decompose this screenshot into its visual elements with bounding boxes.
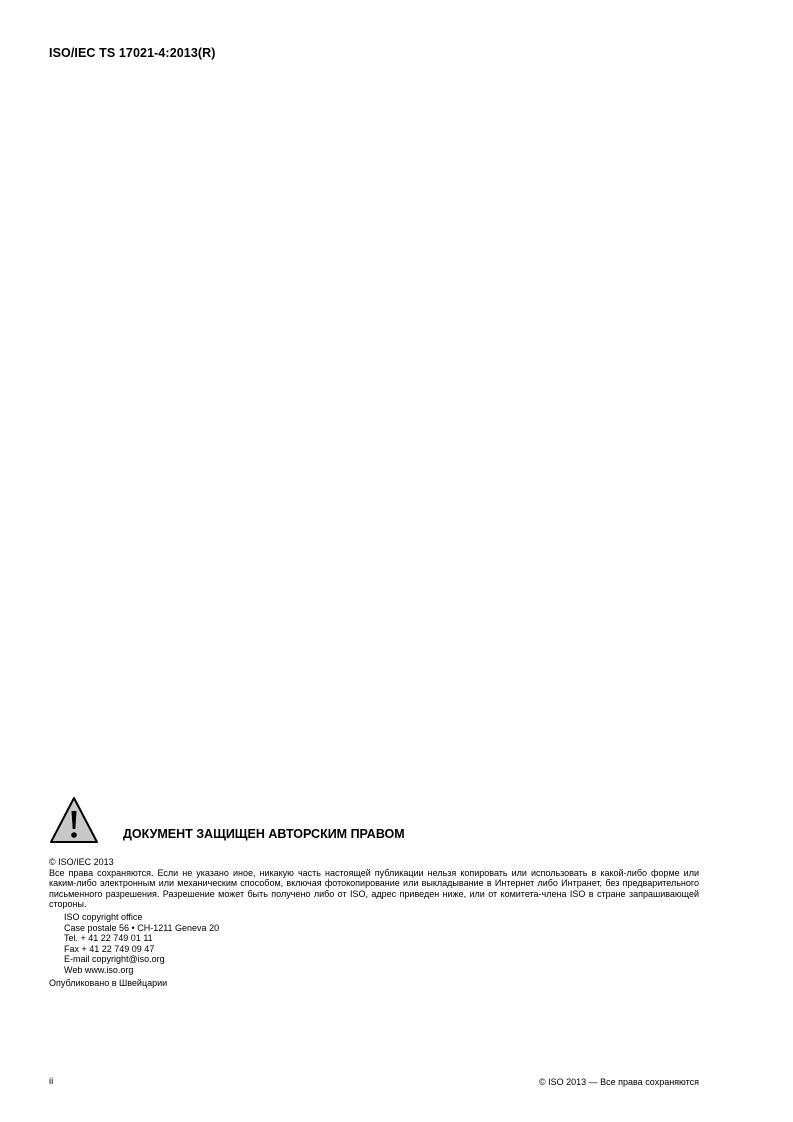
published-in: Опубликовано в Швейцарии: [49, 977, 168, 988]
address-block: [64, 912, 699, 976]
copyright-title: ДОКУМЕНТ ЗАЩИЩЕН АВТОРСКИМ ПРАВОМ: [123, 827, 405, 841]
copyright-notice: [49, 796, 699, 988]
address-line: Case postale 56 • CH-1211 Geneva 20: [64, 922, 220, 933]
email-line: E-mail copyright@iso.org: [64, 954, 165, 965]
document-id: ISO/IEC TS 17021-4:2013(R): [49, 46, 216, 60]
phone-line: Tel. + 41 22 749 01 11: [64, 933, 153, 944]
page-number: ii: [49, 1076, 54, 1087]
warning-row: [49, 796, 699, 846]
footer-copyright: © ISO 2013 — Все права сохраняются: [538, 1077, 699, 1087]
warning-triangle-icon: [49, 796, 99, 844]
fax-line: Fax + 41 22 749 09 47: [64, 943, 155, 954]
rights-text: Все права сохраняются. Если не указано иное, никакую часть настоящей публикации нельзя копировать или использовать в какой-либо форме или каким-либо электронным или механическим способом, включая фотокопирование или выкладывание в Интернет либо Интранет, без предварительного письменного разрешения. Разрешение может быть получено либо от ISO, адрес приведен ниже, или от комитета-члена ISO в стране запрашивающей стороны.: [49, 867, 699, 910]
address-line: ISO copyright office: [64, 911, 143, 922]
copyright-line: © ISO/IEC 2013: [49, 857, 114, 867]
web-line: Web www.iso.org: [64, 964, 134, 975]
